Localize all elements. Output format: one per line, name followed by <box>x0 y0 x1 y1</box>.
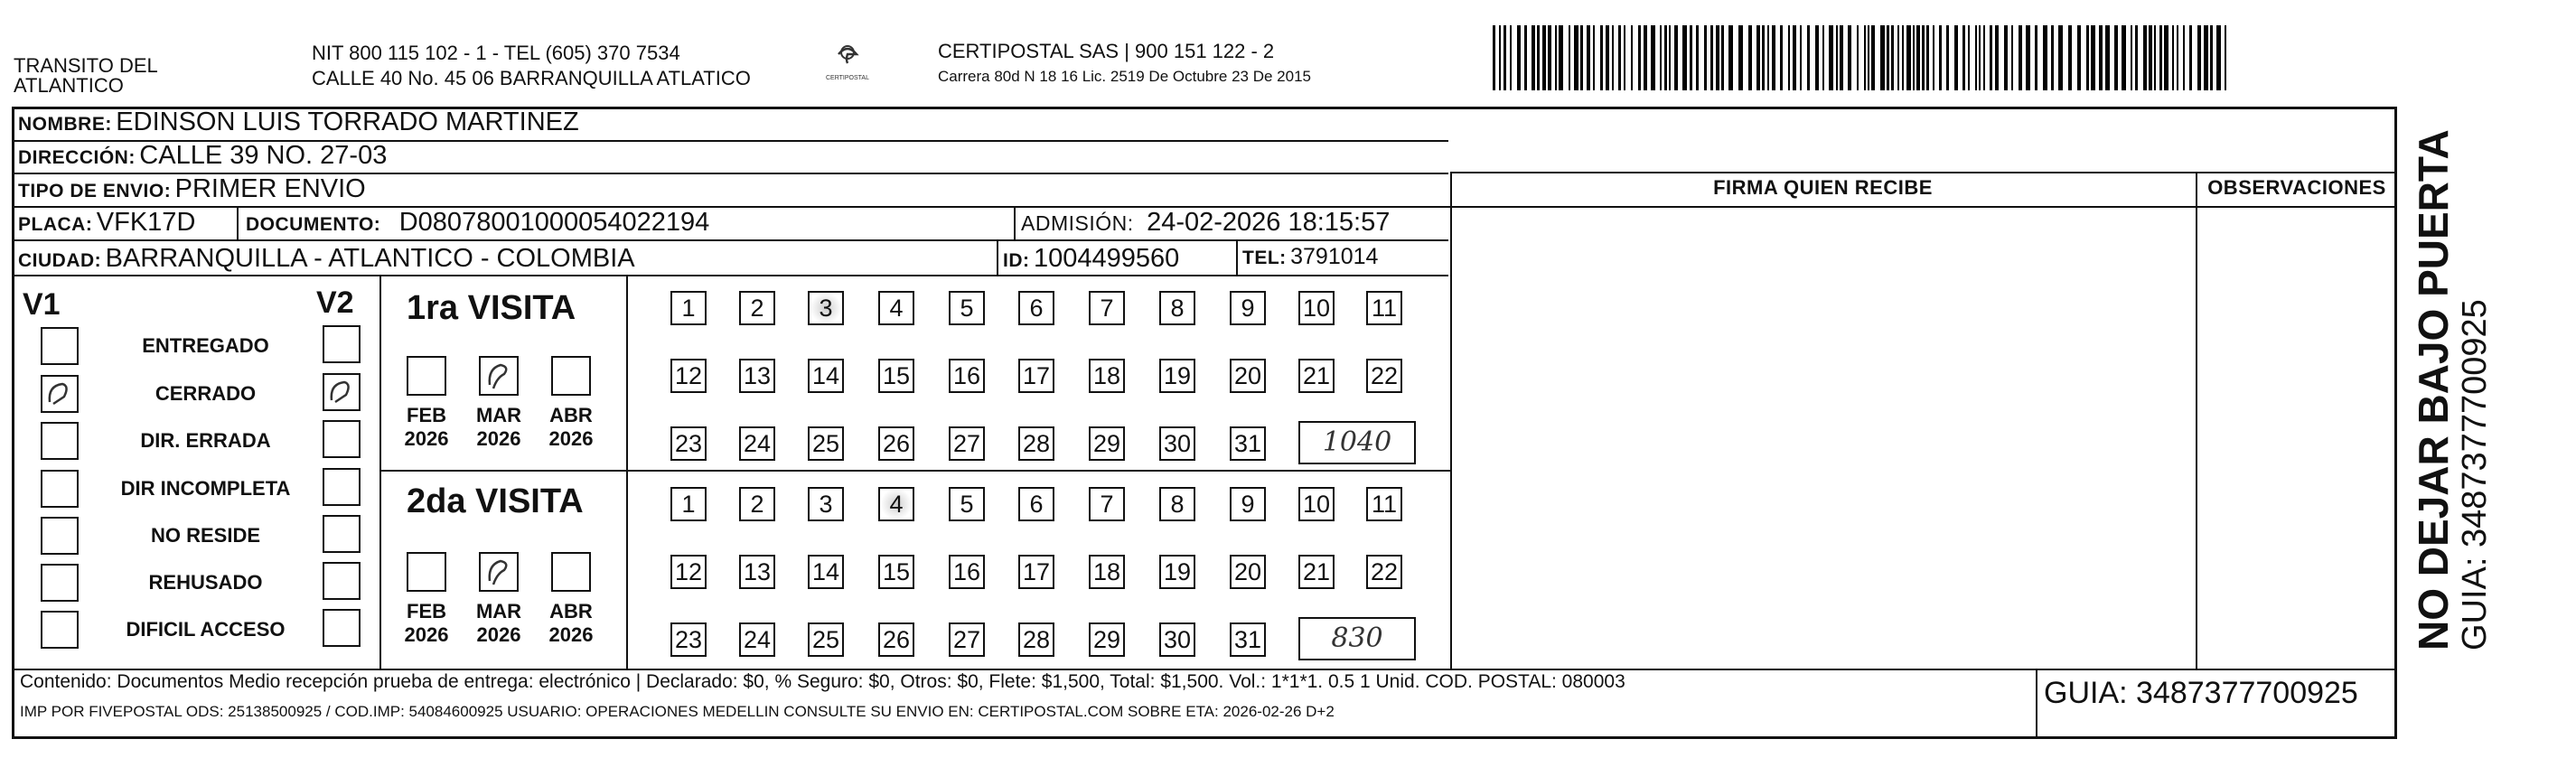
firma-header: FIRMA QUIEN RECIBE <box>1713 176 1933 199</box>
logo-text: CERTIPOSTAL <box>826 75 869 81</box>
day-box[interactable]: 15 <box>878 555 914 589</box>
month-name: MAR <box>475 600 522 622</box>
footer-imp: IMP POR FIVEPOSTAL ODS: 25138500925 / COD.IMP: 54084600925 USUARIO: OPERACIONES MEDELLIN CONSULTE SU ENVIO EN: CERTIPOSTAL.COM SOBRE ETA: 2026-02-26 D+2 <box>20 703 1335 720</box>
day-box[interactable]: 10 <box>1298 291 1335 325</box>
day-box[interactable]: 7 <box>1089 487 1125 521</box>
id-value: 1004499560 <box>1033 244 1180 273</box>
day-box[interactable]: 6 <box>1018 487 1054 521</box>
day-box[interactable]: 17 <box>1018 359 1054 393</box>
placa-label: PLACA: <box>18 214 93 235</box>
footer-contenido: Contenido: Documentos Medio recepción prueba de entrega: electrónico | Declarado: $0, % Seguro: $0, Otros: $0, Flete: $1,500, Total: $1,500. Vol.: 1*1*1. 0.5 1 Unid. COD. POSTAL: 080003 <box>20 671 1625 692</box>
day-box[interactable]: 30 <box>1159 426 1195 461</box>
month-year: 2026 <box>476 427 521 450</box>
delivery-form <box>12 107 2397 739</box>
day-box[interactable]: 16 <box>949 359 985 393</box>
v1-label: V1 <box>23 287 61 322</box>
placa-value: VFK17D <box>96 208 196 237</box>
address-line: CALLE 40 No. 45 06 BARRANQUILLA ATLATICO <box>312 67 751 89</box>
day-box[interactable]: 9 <box>1230 291 1266 325</box>
month-year: 2026 <box>404 623 449 646</box>
certipostal-logo <box>820 42 875 87</box>
month-name: MAR <box>475 404 522 426</box>
day-box[interactable]: 18 <box>1089 359 1125 393</box>
month-label <box>394 600 459 647</box>
day-box[interactable]: 9 <box>1230 487 1266 521</box>
day-box[interactable]: 11 <box>1366 291 1402 325</box>
day-box[interactable]: 22 <box>1366 555 1402 589</box>
admision-row <box>1021 208 1390 238</box>
day-box[interactable]: 13 <box>739 359 775 393</box>
placa-row <box>18 208 195 238</box>
day-box[interactable]: 24 <box>739 426 775 461</box>
status-label: NO RESIDE <box>150 524 261 547</box>
day-box[interactable]: 5 <box>949 291 985 325</box>
documento-label: DOCUMENTO: <box>246 214 381 235</box>
day-box[interactable]: 31 <box>1230 622 1266 657</box>
direccion-label: DIRECCIÓN: <box>18 147 136 168</box>
day-box[interactable]: 2 <box>739 487 775 521</box>
sender-name <box>14 54 158 98</box>
month-label <box>394 404 459 451</box>
day-box[interactable]: 21 <box>1298 555 1335 589</box>
day-box[interactable]: 4 <box>878 291 914 325</box>
day-box[interactable]: 11 <box>1366 487 1402 521</box>
day-box[interactable]: 29 <box>1089 426 1125 461</box>
documento-value: D08078001000054022194 <box>398 208 710 237</box>
ciudad-row <box>18 244 635 274</box>
day-box[interactable]: 19 <box>1159 555 1195 589</box>
direccion-value: CALLE 39 NO. 27-03 <box>139 141 388 170</box>
day-box[interactable]: 3 <box>808 487 844 521</box>
footer-guia: GUIA: 3487377700925 <box>2044 676 2358 710</box>
day-box[interactable]: 20 <box>1230 359 1266 393</box>
id-label: ID: <box>1003 250 1030 271</box>
day-box[interactable]: 2 <box>739 291 775 325</box>
month-checkbox[interactable] <box>407 356 446 396</box>
month-year: 2026 <box>548 427 594 450</box>
month-label <box>539 404 604 451</box>
month-checkbox[interactable] <box>551 356 591 396</box>
company-line: CERTIPOSTAL SAS | 900 151 122 - 2 <box>938 40 1275 62</box>
visit2-title: 2da VISITA <box>407 482 584 520</box>
observaciones-header: OBSERVACIONES <box>2207 176 2386 199</box>
day-box[interactable]: 31 <box>1230 426 1266 461</box>
day-box[interactable]: 26 <box>878 426 914 461</box>
day-box[interactable]: 14 <box>808 555 844 589</box>
tipo-value: PRIMER ENVIO <box>174 174 366 203</box>
admision-value: 24-02-2026 18:15:57 <box>1147 208 1391 237</box>
month-label <box>466 600 531 647</box>
day-box[interactable]: 16 <box>949 555 985 589</box>
day-box[interactable]: 12 <box>670 555 707 589</box>
day-box[interactable]: 28 <box>1018 426 1054 461</box>
day-box[interactable]: 23 <box>670 622 707 657</box>
tipo-label: TIPO DE ENVIO: <box>18 181 172 201</box>
month-label <box>539 600 604 647</box>
day-box[interactable]: 22 <box>1366 359 1402 393</box>
tel-value: 3791014 <box>1290 244 1379 269</box>
month-name: ABR <box>549 600 593 622</box>
day-box[interactable]: 13 <box>739 555 775 589</box>
day-box[interactable]: 3 <box>808 291 844 325</box>
side-text <box>2411 129 2494 650</box>
day-box[interactable]: 6 <box>1018 291 1054 325</box>
day-box[interactable]: 8 <box>1159 487 1195 521</box>
day-box[interactable]: 28 <box>1018 622 1054 657</box>
month-year: 2026 <box>476 623 521 646</box>
tel-label: TEL: <box>1242 248 1287 268</box>
day-box[interactable]: 21 <box>1298 359 1335 393</box>
documento-row <box>246 208 709 238</box>
direccion-row <box>18 141 387 171</box>
day-box[interactable]: 19 <box>1159 359 1195 393</box>
status-label: CERRADO <box>155 382 257 405</box>
ciudad-label: CIUDAD: <box>18 250 102 271</box>
day-box[interactable]: 30 <box>1159 622 1195 657</box>
status-label: DIR. ERRADA <box>140 429 271 452</box>
sender-line-2: ATLANTICO <box>14 74 124 97</box>
day-box[interactable]: 4 <box>878 487 914 521</box>
handwritten-time: 1040 <box>1298 421 1416 464</box>
month-checkbox[interactable] <box>479 356 519 396</box>
visit1-title: 1ra VISITA <box>407 289 576 327</box>
tel-row <box>1242 244 1378 270</box>
handwritten-time: 830 <box>1298 617 1416 660</box>
day-box[interactable]: 24 <box>739 622 775 657</box>
month-year: 2026 <box>548 623 594 646</box>
no-dejar-warning: NO DEJAR BAJO PUERTA <box>2410 129 2457 650</box>
month-name: FEB <box>407 600 446 622</box>
month-checkbox[interactable] <box>479 552 519 592</box>
admision-label: ADMISIÓN: <box>1021 211 1134 235</box>
day-box[interactable]: 1 <box>670 487 707 521</box>
day-box[interactable]: 23 <box>670 426 707 461</box>
day-box[interactable]: 1 <box>670 291 707 325</box>
day-box[interactable]: 17 <box>1018 555 1054 589</box>
barcode <box>1493 25 2232 90</box>
ciudad-value: BARRANQUILLA - ATLANTICO - COLOMBIA <box>105 244 635 273</box>
month-year: 2026 <box>404 427 449 450</box>
month-checkbox[interactable] <box>551 552 591 592</box>
day-box[interactable]: 10 <box>1298 487 1335 521</box>
day-box[interactable]: 27 <box>949 622 985 657</box>
company-address: Carrera 80d N 18 16 Lic. 2519 De Octubre 23 De 2015 <box>938 68 1311 85</box>
nombre-row <box>18 108 579 137</box>
day-box[interactable]: 25 <box>808 622 844 657</box>
month-label <box>466 404 531 451</box>
nombre-value: EDINSON LUIS TORRADO MARTINEZ <box>116 108 579 136</box>
month-name: FEB <box>407 404 446 426</box>
day-box[interactable]: 14 <box>808 359 844 393</box>
day-box[interactable]: 26 <box>878 622 914 657</box>
day-box[interactable]: 7 <box>1089 291 1125 325</box>
day-box[interactable]: 25 <box>808 426 844 461</box>
id-row <box>1003 244 1179 274</box>
company-info <box>938 40 1311 87</box>
day-box[interactable]: 12 <box>670 359 707 393</box>
nombre-label: NOMBRE: <box>18 114 112 135</box>
status-label: DIFICIL ACCESO <box>126 618 286 641</box>
day-box[interactable]: 20 <box>1230 555 1266 589</box>
sender-info <box>312 42 751 90</box>
month-name: ABR <box>549 404 593 426</box>
day-box[interactable]: 27 <box>949 426 985 461</box>
sender-line-1: TRANSITO DEL <box>14 54 158 77</box>
status-label: REHUSADO <box>148 571 263 594</box>
day-box[interactable]: 18 <box>1089 555 1125 589</box>
tipo-row <box>18 174 366 204</box>
v2-label: V2 <box>316 285 354 320</box>
month-checkbox[interactable] <box>407 552 446 592</box>
day-box[interactable]: 15 <box>878 359 914 393</box>
day-box[interactable]: 8 <box>1159 291 1195 325</box>
day-box[interactable]: 29 <box>1089 622 1125 657</box>
side-guia: GUIA: 3487377700925 <box>2456 299 2494 650</box>
nit-line: NIT 800 115 102 - 1 - TEL (605) 370 7534 <box>312 42 680 64</box>
day-box[interactable]: 5 <box>949 487 985 521</box>
status-label: DIR INCOMPLETA <box>120 477 291 500</box>
status-label: ENTREGADO <box>142 334 269 357</box>
